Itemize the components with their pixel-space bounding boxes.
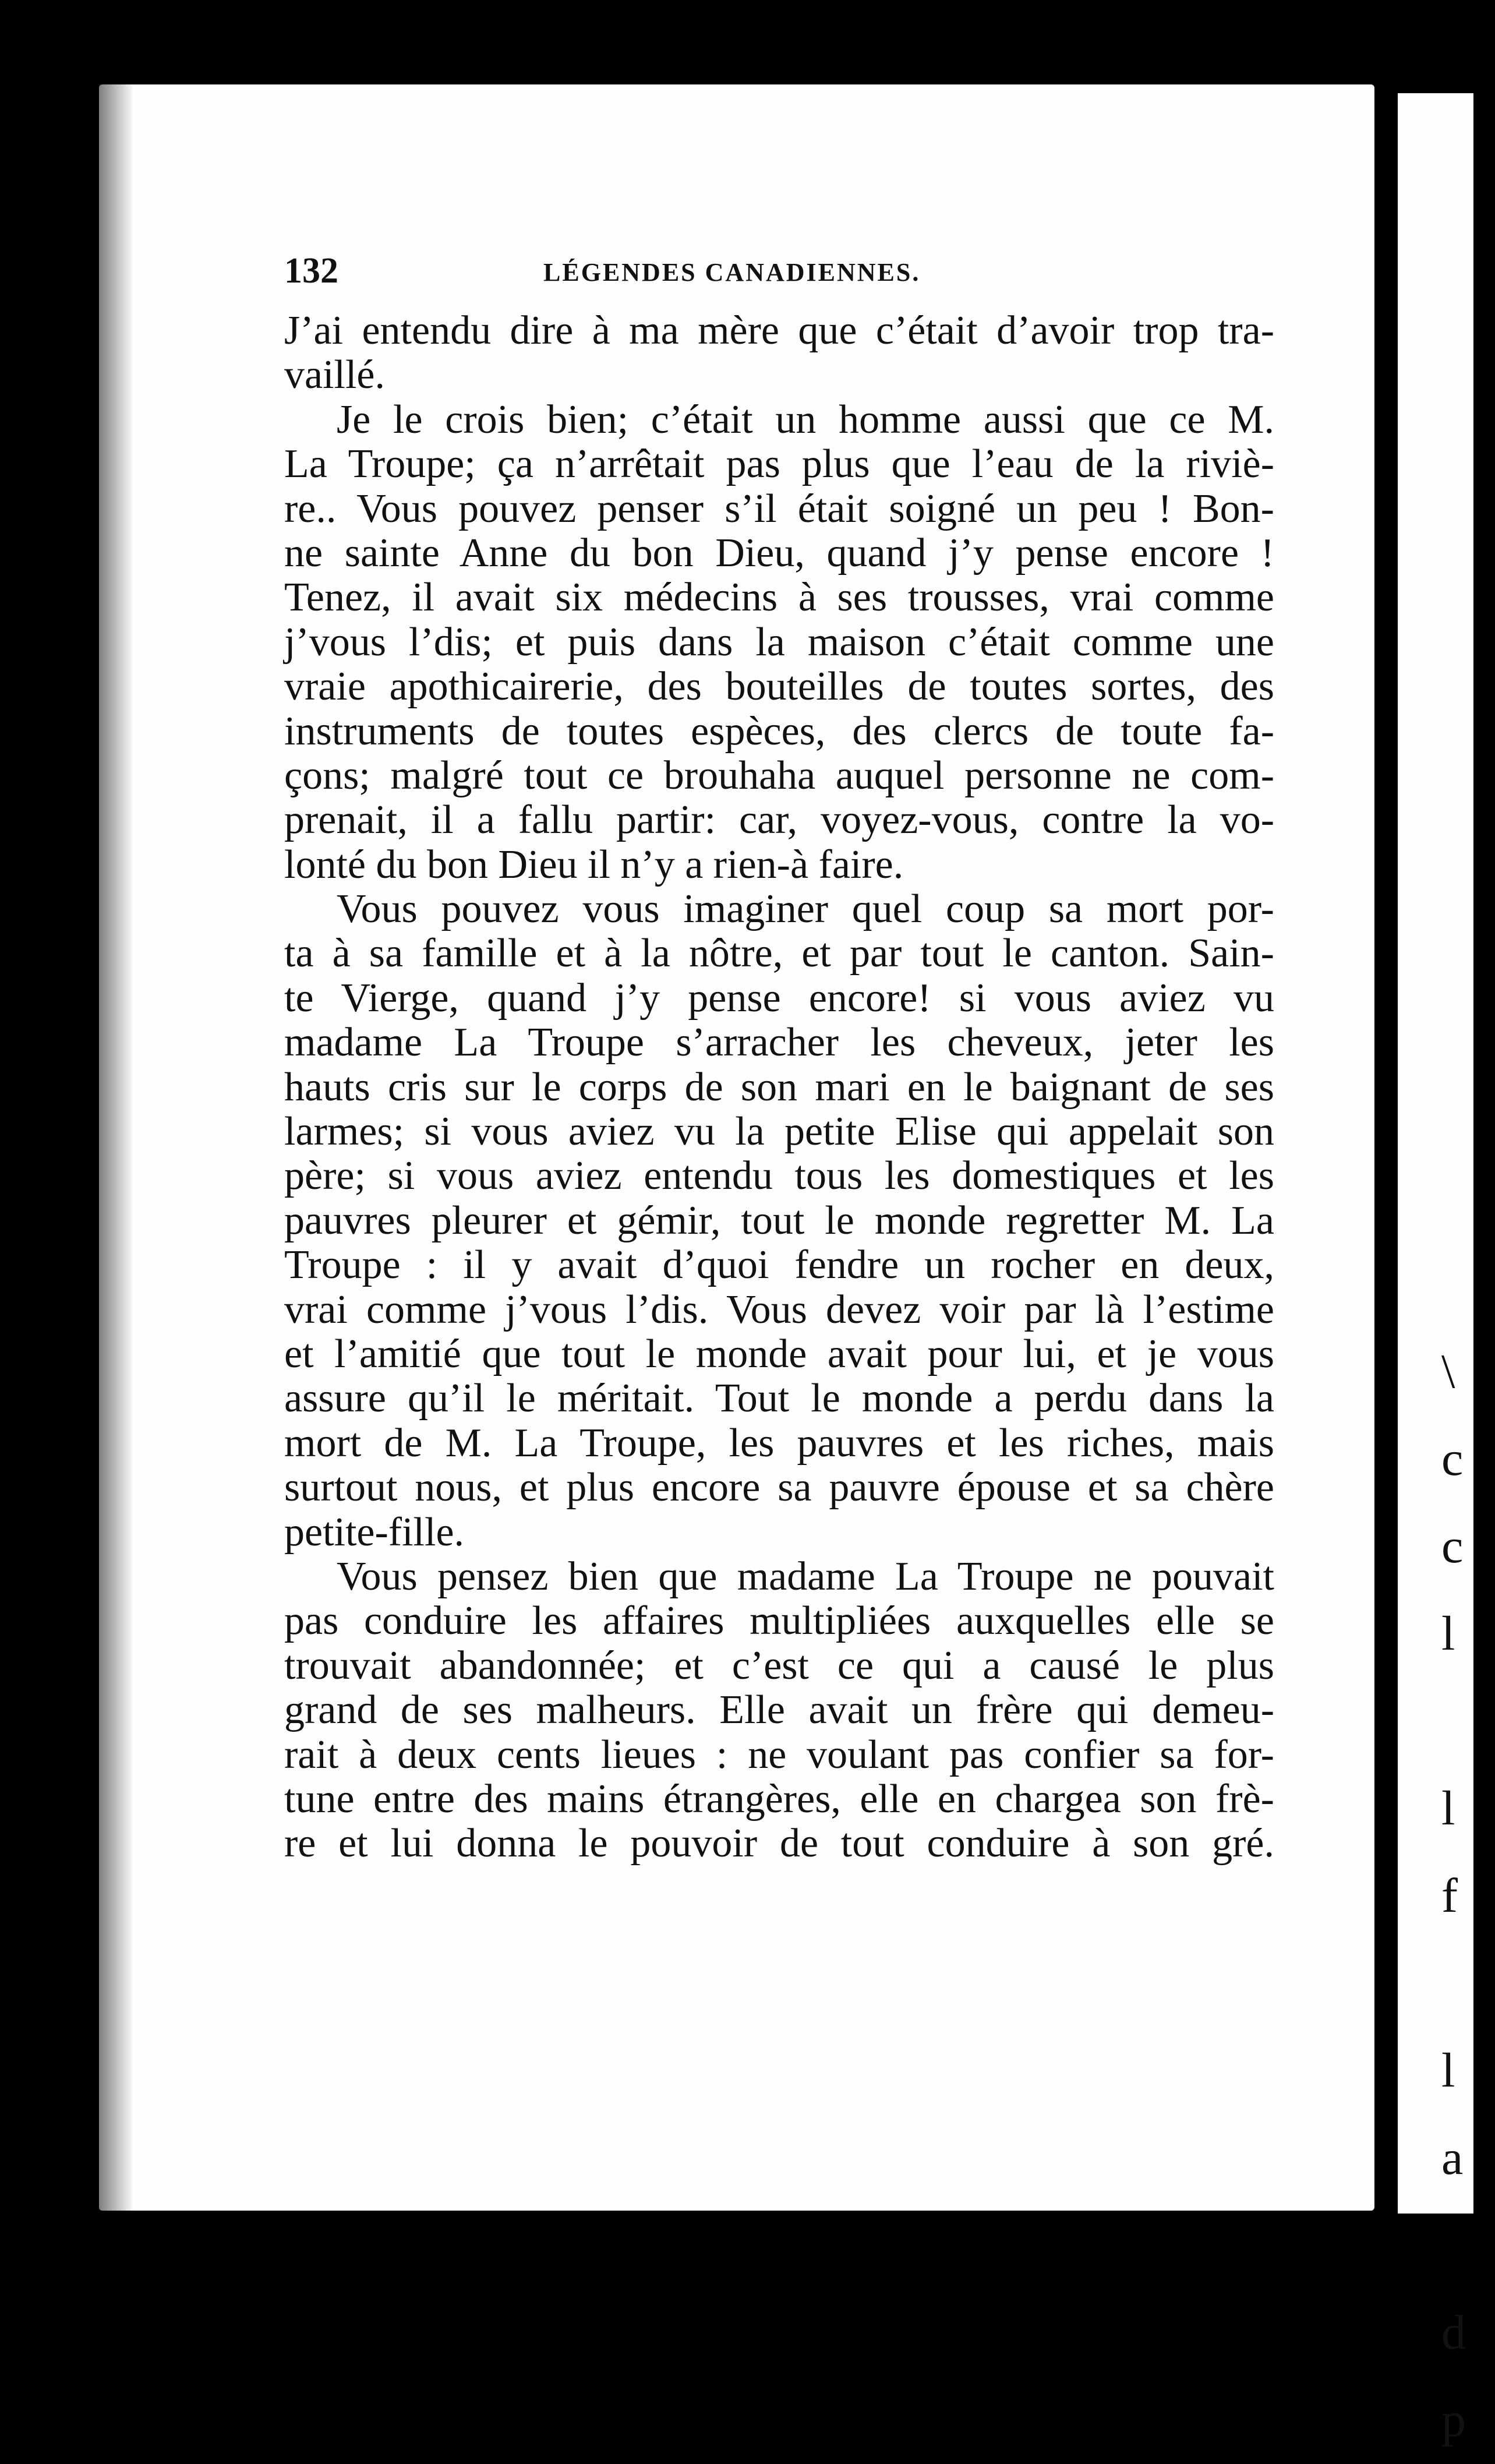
running-head <box>284 250 1274 309</box>
text-line: Vous pouvez vous imaginer quel coup sa mort por- <box>337 887 1274 932</box>
facing-letter: l <box>1441 1781 1455 1835</box>
text-line: vaillé. <box>284 352 385 398</box>
text-line: çons; malgré tout ce brouhaha auquel personne ne com- <box>284 753 1274 798</box>
text-line: assure qu’il le méritait. Tout le monde a perdu dans la <box>284 1376 1274 1421</box>
text-line: lonté du bon Dieu il n’y a rien-à faire. <box>284 842 904 887</box>
text-line: Vous pensez bien que madame La Troupe ne pouvait <box>337 1554 1274 1599</box>
facing-letter: l <box>1441 2043 1455 2098</box>
body-text <box>284 309 1274 1866</box>
text-line: prenait, il a fallu partir: car, voyez-vous, contre la vo- <box>284 797 1274 843</box>
running-title: LÉGENDES CANADIENNES. <box>543 258 921 287</box>
text-line: madame La Troupe s’arracher les cheveux, jeter les <box>284 1020 1274 1065</box>
text-line: mort de M. La Troupe, les pauvres et les riches, mais <box>284 1420 1274 1466</box>
text-line: re et lui donna le pouvoir de tout conduire à son gré. <box>284 1821 1274 1866</box>
facing-letter: p <box>1441 2393 1466 2447</box>
text-line: petite-fille. <box>284 1509 465 1555</box>
text-line: hauts cris sur le corps de son mari en le baignant de ses <box>284 1064 1274 1110</box>
facing-letter: c <box>1441 1432 1464 1486</box>
text-line: rait à deux cents lieues : ne voulant pas confier sa for- <box>284 1732 1274 1777</box>
text-line: Je le crois bien; c’était un homme aussi que ce M. <box>337 397 1274 442</box>
facing-letter <box>1441 2202 1476 2289</box>
text-line: instruments de toutes espèces, des clercs de toute fa- <box>284 708 1274 754</box>
text-line: La Troupe; ça n’arrêtait pas plus que l’eau de la riviè- <box>284 442 1274 487</box>
text-line: et l’amitié que tout le monde avait pour lui, et je vous <box>284 1331 1274 1376</box>
text-line: Tenez, il avait six médecins à ses trousses, vrai comme <box>284 575 1274 620</box>
page-number: 132 <box>284 251 338 291</box>
text-line: père; si vous aviez entendu tous les domestiques et les <box>284 1153 1274 1199</box>
facing-letter: \ <box>1441 1344 1455 1399</box>
text-line: vrai comme j’vous l’dis. Vous devez voir par là l’estime <box>284 1287 1274 1332</box>
text-line: ne sainte Anne du bon Dieu, quand j’y pense encore ! <box>284 530 1274 576</box>
facing-letter <box>1441 1678 1476 1765</box>
text-line: surtout nous, et plus encore sa pauvre épouse et sa chère <box>284 1465 1274 1510</box>
facing-letter: c <box>1441 1519 1464 1573</box>
text-line: Troupe : il y avait d’quoi fendre un rocher en deux, <box>284 1242 1274 1288</box>
text-line: te Vierge, quand j’y pense encore! si vous aviez vu <box>284 975 1274 1021</box>
facing-letter: f <box>1441 1869 1458 1923</box>
facing-letter: a <box>1441 2131 1464 2185</box>
text-line: re.. Vous pouvez penser s’il était soigné un peu ! Bon- <box>284 486 1274 531</box>
gutter-shadow <box>99 84 134 2211</box>
text-line: tune entre des mains étrangères, elle en chargea son frè- <box>284 1776 1274 1821</box>
text-line: trouvait abandonnée; et c’est ce qui a causé le plus <box>284 1643 1274 1688</box>
facing-letter: l <box>1441 1607 1455 1661</box>
text-line: J’ai entendu dire à ma mère que c’était d’avoir trop tra- <box>284 308 1274 353</box>
text-line: vraie apothicairerie, des bouteilles de toutes sortes, des <box>284 664 1274 709</box>
text-line: pauvres pleurer et gémir, tout le monde regretter M. La <box>284 1198 1274 1243</box>
facing-letter: d <box>1441 2306 1466 2360</box>
facing-letter <box>1441 1940 1476 2027</box>
text-line: larmes; si vous aviez vu la petite Elise qui appelait son <box>284 1109 1274 1155</box>
text-line: grand de ses malheurs. Elle avait un frère qui demeu- <box>284 1688 1274 1733</box>
facing-page-letters <box>1441 1328 1476 2464</box>
text-line: pas conduire les affaires multipliées auxquelles elle se <box>284 1598 1274 1644</box>
text-line: ta à sa famille et à la nôtre, et par tout le canton. Sain- <box>284 931 1274 976</box>
text-line: j’vous l’dis; et puis dans la maison c’était comme une <box>284 619 1274 665</box>
